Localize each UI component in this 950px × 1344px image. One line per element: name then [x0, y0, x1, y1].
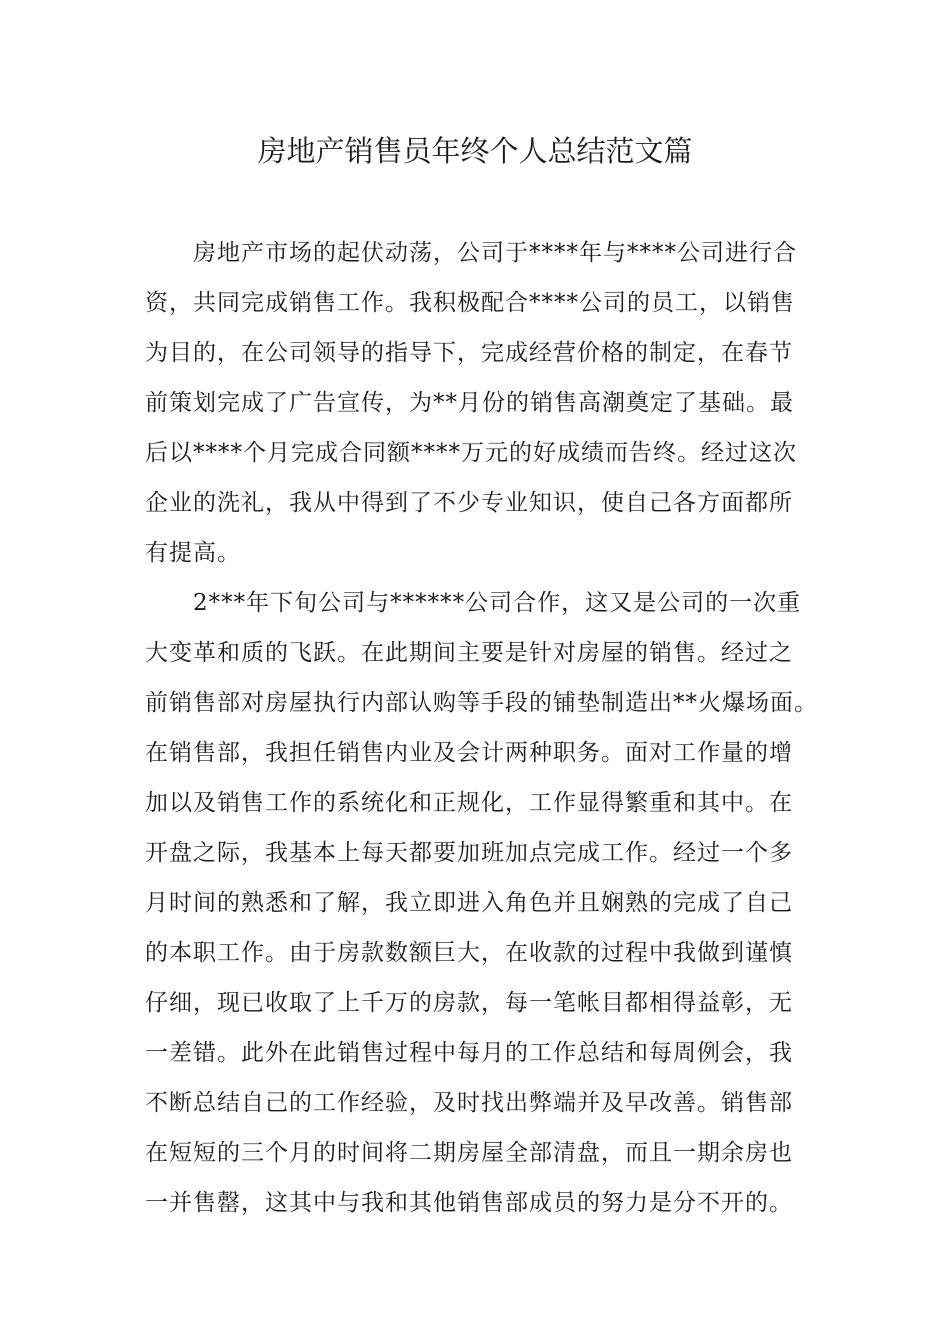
text-line: 不断总结自己的工作经验，及时找出弊端并及早改善。销售部 — [145, 1090, 793, 1116]
text-line: 2***年下旬公司与******公司合作，这又是公司的一次重 — [193, 590, 802, 616]
text-line: 资，共同完成销售工作。我积极配合****公司的员工，以销售 — [145, 290, 795, 316]
text-line: 为目的，在公司领导的指导下，完成经营价格的制定，在春节 — [145, 340, 793, 366]
text-line: 后以****个月完成合同额****万元的好成绩而告终。经过这次 — [145, 440, 797, 466]
text-line: 在销售部，我担任销售内业及会计两种职务。面对工作量的增 — [145, 740, 793, 766]
document-body — [145, 228, 825, 1228]
text-line: 大变革和质的飞跃。在此期间主要是针对房屋的销售。经过之 — [145, 640, 793, 666]
text-line: 在短短的三个月的时间将二期房屋全部清盘，而且一期余房也 — [145, 1140, 793, 1166]
text-line: 企业的洗礼，我从中得到了不少专业知识，使自己各方面都所 — [145, 490, 793, 516]
text-line: 的本职工作。由于房款数额巨大，在收款的过程中我做到谨慎 — [145, 940, 793, 966]
text-line: 仔细，现已收取了上千万的房款，每一笔帐目都相得益彰，无 — [145, 990, 793, 1016]
paragraph-1 — [145, 228, 825, 578]
text-line: 一并售罄，这其中与我和其他销售部成员的努力是分不开的。 — [145, 1190, 793, 1216]
text-line: 月时间的熟悉和了解，我立即进入角色并且娴熟的完成了自己 — [145, 890, 793, 916]
text-line: 房地产市场的起伏动荡，公司于****年与****公司进行合 — [193, 240, 797, 266]
text-line: 前策划完成了广告宣传，为**月份的销售高潮奠定了基础。最 — [145, 390, 794, 416]
text-line: 有提高。 — [145, 540, 241, 566]
text-line: 前销售部对房屋执行内部认购等手段的铺垫制造出**火爆场面。 — [145, 690, 818, 716]
text-line: 加以及销售工作的系统化和正规化，工作显得繁重和其中。在 — [145, 790, 793, 816]
text-line: 开盘之际，我基本上每天都要加班加点完成工作。经过一个多 — [145, 840, 793, 866]
document-title: 房地产销售员年终个人总结范文篇 — [257, 134, 693, 168]
paragraph-2 — [145, 578, 825, 1228]
text-line: 一差错。此外在此销售过程中每月的工作总结和每周例会，我 — [145, 1040, 793, 1066]
